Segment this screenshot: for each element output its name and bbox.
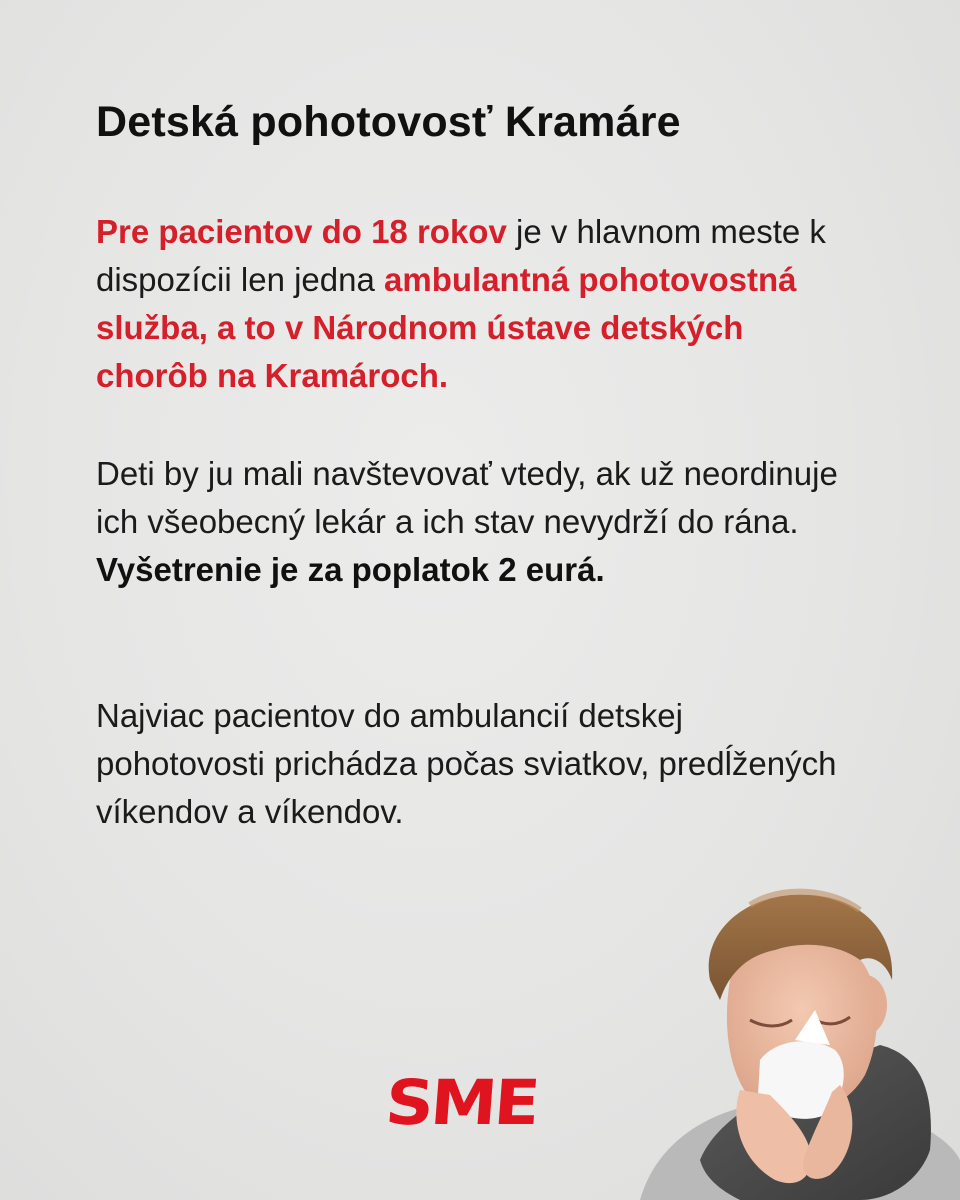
paragraph-text: Deti by ju mali navštevovať vtedy, ak už neordinuje ich všeobecný lekár a ich stav nevydrží do rána. [96, 455, 838, 540]
page-title: Detská pohotovosť Kramáre [96, 98, 681, 146]
paragraph-text: je v hlavnom meste k dispozícii len jedna [96, 213, 826, 298]
paragraph-emergency-service [96, 208, 856, 400]
highlight-fee: Vyšetrenie je za poplatok 2 eurá. [96, 551, 605, 588]
paragraph-busy-periods: Najviac pacientov do ambulancií detskej pohotovosti prichádza počas sviatkov, predĺžených víkendov a víkendov. [96, 697, 837, 830]
highlight-age-limit: Pre pacientov do 18 rokov [96, 213, 507, 250]
sme-logo: SME [382, 1066, 540, 1139]
child-blowing-nose-photo [600, 860, 960, 1200]
paragraph-when-to-visit [96, 450, 856, 594]
highlight-service-location: ambulantná pohotovostná služba, a to v Národnom ústave detských chorôb na Kramároch. [96, 261, 797, 394]
